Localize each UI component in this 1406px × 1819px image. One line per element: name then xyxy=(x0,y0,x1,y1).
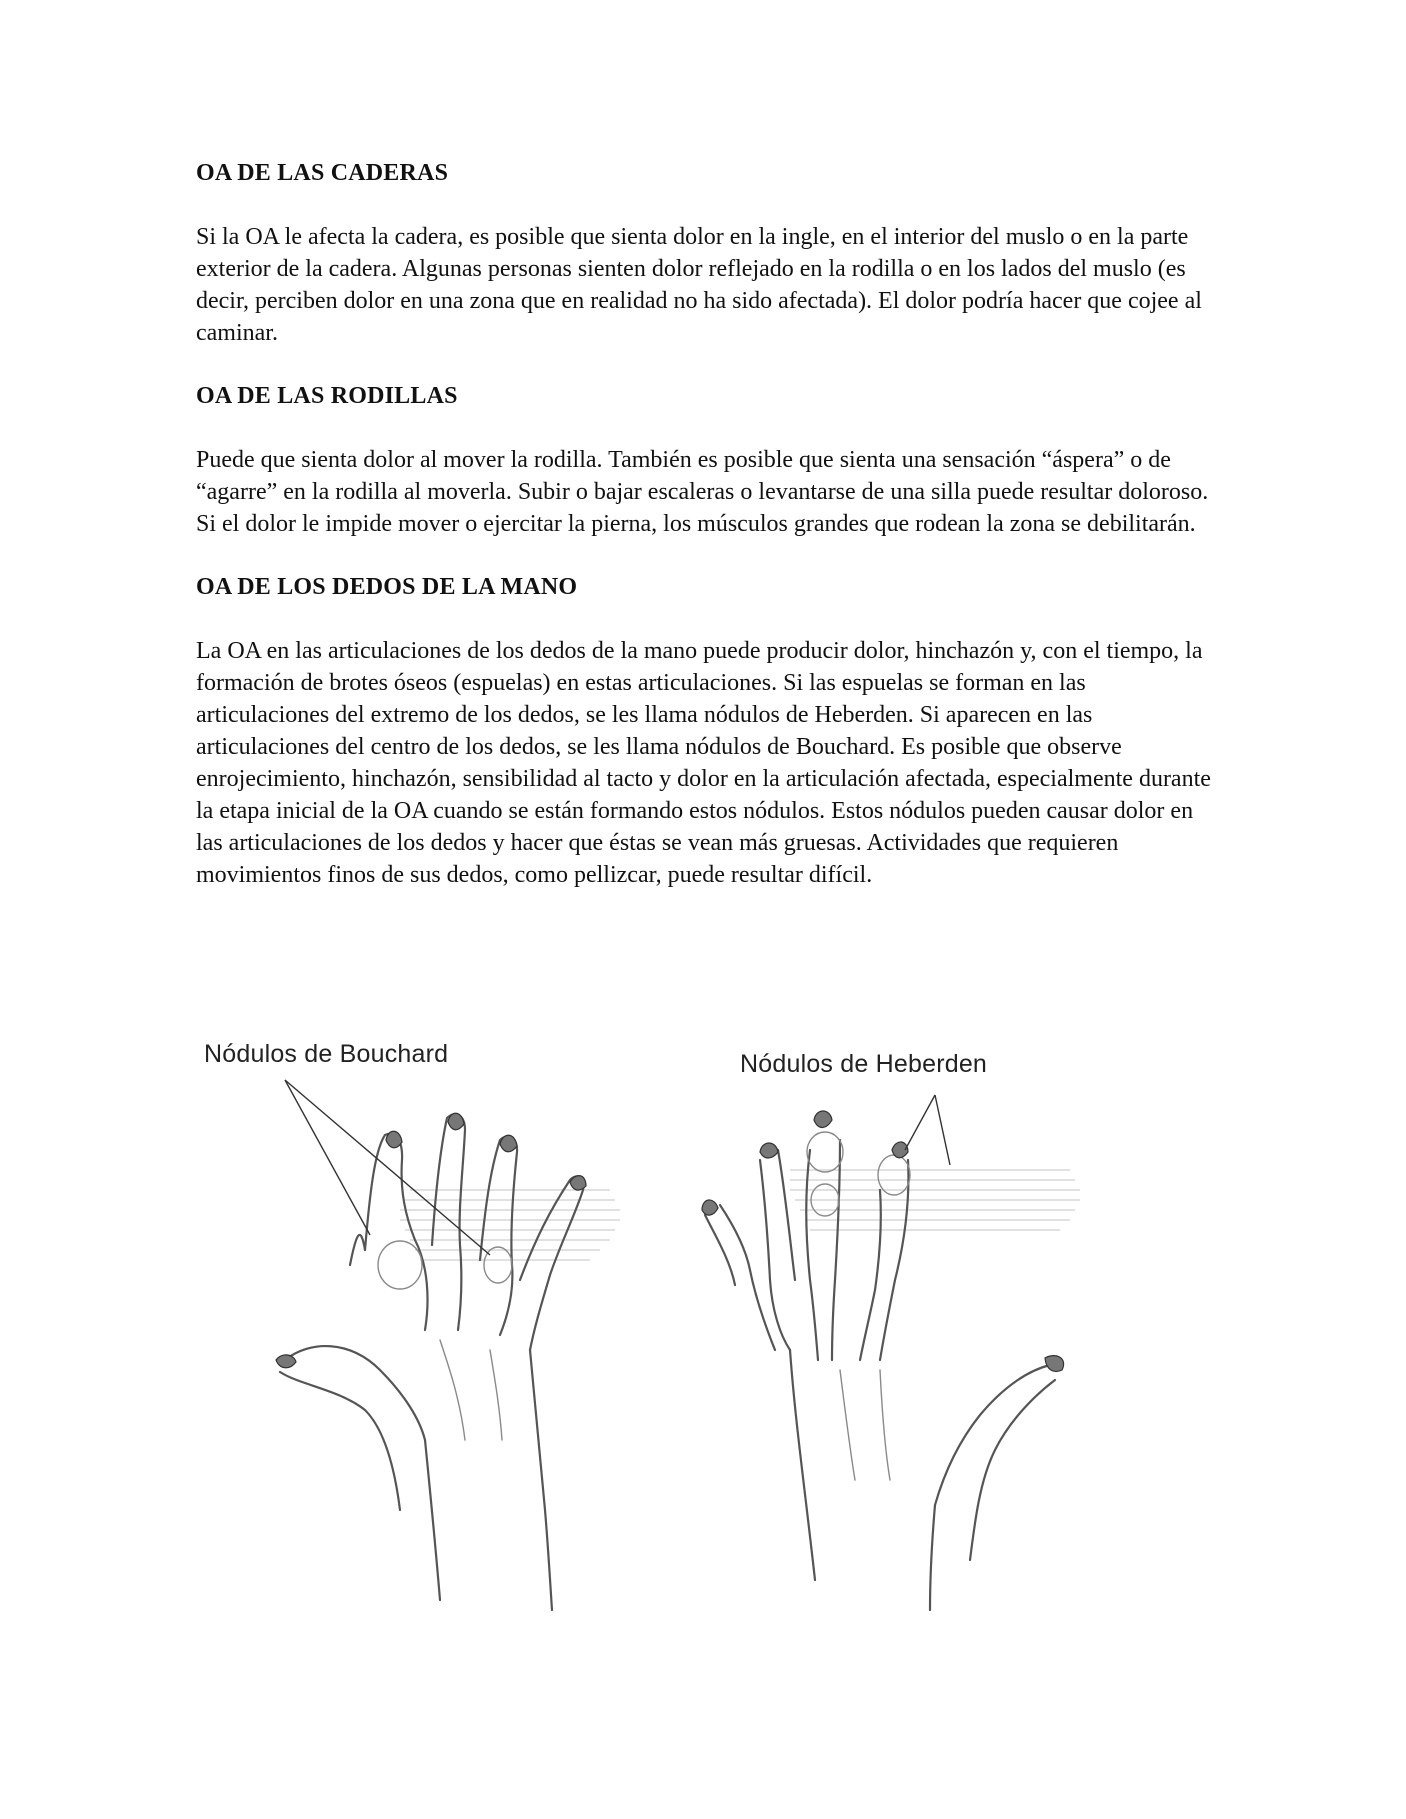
hands-drawing xyxy=(190,1040,1210,1620)
bouchard-label: Nódulos de Bouchard xyxy=(204,1040,449,1068)
right-hatching xyxy=(790,1170,1080,1230)
hands-illustration xyxy=(190,1040,1210,1620)
section-paragraph: La OA en las articulaciones de los dedos de la mano puede producir dolor, hinchazón y, con el tiempo, la formación de brotes óseos (espuelas) en estas articulaciones. Si las espuelas se forman en las articulaciones del extremo de los dedos, se les llama nódulos de Heberden. Si aparecen en las articulaciones del centro de los dedos, se les llama nódulos de Bouchard. Es posible que observe enrojecimiento, hinchazón, sensibilidad al tacto y dolor en la articulación afectada, especialmente durante la etapa inicial de la OA cuando se están formando estos nódulos. Estos nódulos pueden causar dolor en las articulaciones de los dedos y hacer que éstas se vean más gruesas. Actividades que requieren movimientos finos de sus dedos, como pellizcar, puede resultar difícil. xyxy=(196,638,1211,888)
right-hand xyxy=(702,1111,1064,1610)
section-paragraph: Puede que sienta dolor al mover la rodilla. También es posible que sienta una sensación “áspera” o de “agarre” en la rodilla al moverla. Subir o bajar escaleras o levantarse de una silla puede resultar doloroso. Si el dolor le impide mover o ejercitar la pierna, los músculos grandes que rodean la zona se debilitarán. xyxy=(196,447,1209,537)
section-heading: OA DE LOS DEDOS DE LA MANO xyxy=(196,574,578,600)
section-hips xyxy=(196,160,1216,349)
section-heading: OA DE LAS CADERAS xyxy=(196,160,449,186)
left-hand xyxy=(276,1113,586,1620)
heberden-leader-lines xyxy=(905,1095,950,1165)
document-body xyxy=(196,160,1216,925)
section-knees xyxy=(196,383,1216,540)
section-paragraph: Si la OA le afecta la cadera, es posible que sienta dolor en la ingle, en el interior del muslo o en la parte exterior de la cadera. Algunas personas sienten dolor reflejado en la rodilla o en los lados del muslo (es decir, perciben dolor en una zona que en realidad no ha sido afectada). El dolor podría hacer que cojee al caminar. xyxy=(196,224,1202,346)
section-heading: OA DE LAS RODILLAS xyxy=(196,383,458,409)
heberden-label: Nódulos de Heberden xyxy=(740,1050,988,1078)
bouchard-leader-lines xyxy=(285,1080,490,1255)
section-fingers xyxy=(196,574,1216,891)
